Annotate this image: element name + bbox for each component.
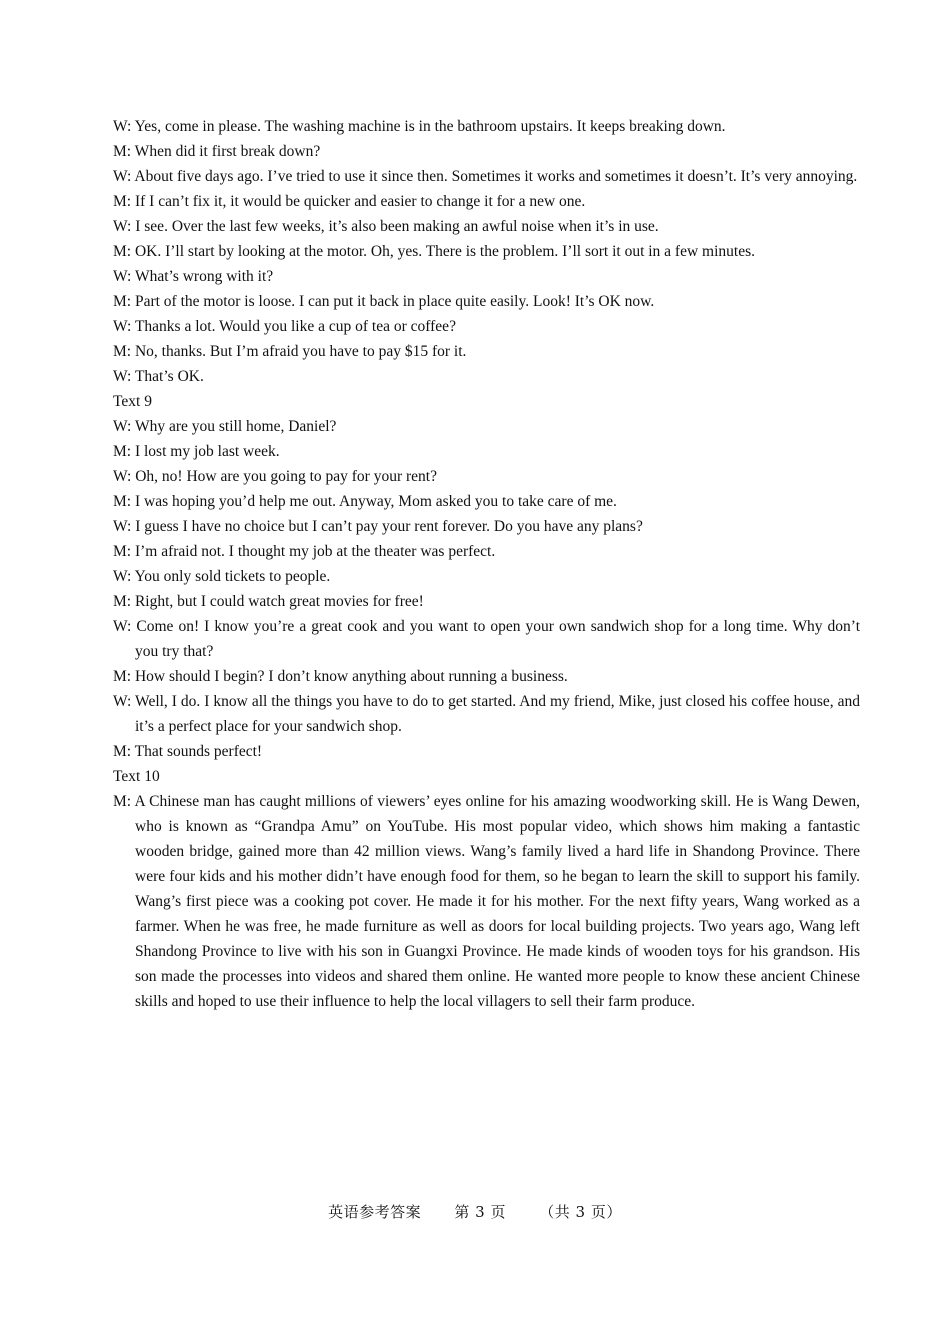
dialogue-line: M: A Chinese man has caught millions of viewers’ eyes online for his amazing woodworking skill. He is Wang Dewen, who is known as “Grandpa Amu” on YouTube. His most popular video, which shows him making a fantastic wooden bridge, gained more than 42 million views. Wang’s family lived a hard life in Shandong Province. There were four kids and his mother didn’t have enough food for them, so he began to learn the skill to support his family. Wang’s first piece was a cooking pot cover. He made it for his mother. For the next fifty years, Wang worked as a farmer. When he was free, he made furniture as well as doors for local building projects. Two years ago, Wang left Shandong Province to live with his son in Guangxi Province. He made kinds of wooden toys for his grandson. His son made the processes into videos and shared them online. He wanted more people to know these ancient Chinese skills and hoped to use their influence to help the local villagers to sell their farm produce. (113, 793, 860, 1010)
dialogue-line: W: Come on! I know you’re a great cook and you want to open your own sandwich shop for a long time. Why don’t you try that? (113, 618, 860, 660)
dialogue-line: M: How should I begin? I don’t know anything about running a business. (113, 668, 568, 685)
dialogue-line: W: Well, I do. I know all the things you have to do to get started. And my friend, Mike, just closed his coffee house, and it’s a perfect place for your sandwich shop. (113, 693, 860, 735)
footer-page-total: （共 3 页） (539, 1203, 622, 1221)
dialogue-line: M: I’m afraid not. I thought my job at the theater was perfect. (113, 543, 496, 560)
dialogue-line: W: Oh, no! How are you going to pay for your rent? (113, 468, 437, 485)
dialogue-line: W: I see. Over the last few weeks, it’s also been making an awful noise when it’s in use. (113, 218, 659, 235)
dialogue-line: W: Thanks a lot. Would you like a cup of tea or coffee? (113, 318, 456, 335)
dialogue-line: M: I was hoping you’d help me out. Anyway, Mom asked you to take care of me. (113, 493, 617, 510)
dialogue-line: M: No, thanks. But I’m afraid you have to pay $15 for it. (113, 343, 467, 360)
dialogue-line: W: Why are you still home, Daniel? (113, 418, 337, 435)
dialogue-line: M: When did it first break down? (113, 143, 321, 160)
dialogue-line: M: If I can’t fix it, it would be quicker and easier to change it for a new one. (113, 193, 586, 210)
dialogue-line: M: Right, but I could watch great movies for free! (113, 593, 424, 610)
transcript-body (113, 114, 860, 1014)
section-heading: Text 9 (113, 393, 152, 410)
dialogue-line: W: I guess I have no choice but I can’t pay your rent forever. Do you have any plans? (113, 518, 643, 535)
dialogue-line: W: About five days ago. I’ve tried to use it since then. Sometimes it works and sometimes it doesn’t. It’s very annoying. (113, 168, 858, 185)
dialogue-line: W: What’s wrong with it? (113, 268, 274, 285)
dialogue-line: W: Yes, come in please. The washing machine is in the bathroom upstairs. It keeps breaking down. (113, 118, 726, 135)
dialogue-line: M: Part of the motor is loose. I can put it back in place quite easily. Look! It’s OK now. (113, 293, 655, 310)
section-heading: Text 10 (113, 768, 160, 785)
page-footer (0, 1201, 950, 1222)
dialogue-line: M: OK. I’ll start by looking at the motor. Oh, yes. There is the problem. I’ll sort it out in a few minutes. (113, 243, 756, 260)
footer-page-number: 第 3 页 (454, 1203, 506, 1221)
footer-title: 英语参考答案 (328, 1203, 422, 1221)
dialogue-line: W: That’s OK. (113, 368, 204, 385)
dialogue-line: W: You only sold tickets to people. (113, 568, 331, 585)
dialogue-line: M: That sounds perfect! (113, 743, 263, 760)
dialogue-line: M: I lost my job last week. (113, 443, 280, 460)
